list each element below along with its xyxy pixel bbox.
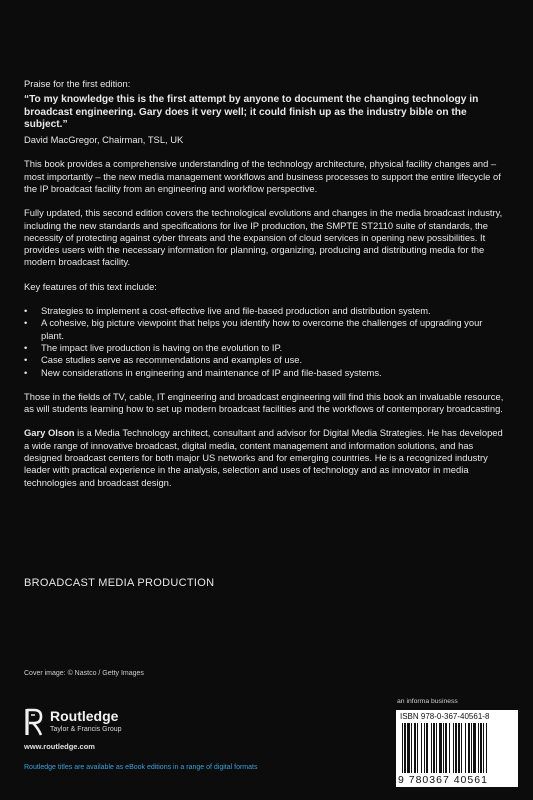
informa-tagline: an informa business	[397, 698, 458, 705]
list-item: • Case studies serve as recommendations and examples of use.	[24, 354, 303, 366]
features-heading: Key features of this text include:	[24, 280, 157, 292]
routledge-r-logo-icon	[24, 706, 44, 738]
list-item: • A cohesive, big picture viewpoint that helps you identify how to overcome the challenges of upgrading your plant.	[24, 317, 483, 341]
bullet-icon: •	[24, 366, 28, 378]
bullet-icon: •	[24, 305, 28, 317]
bullet-icon: •	[24, 354, 28, 366]
isbn-label: ISBN 978-0-367-40561-8	[400, 712, 490, 721]
description-paragraph-1: This book provides a comprehensive understanding of the technology architecture, physical facility changes and – most importantly – the new media management workflows and business processes to support the entire lifecycle of the IP broadcast facility from an engineering and workflow perspective.	[24, 158, 501, 194]
publisher-website[interactable]: www.routledge.com	[24, 742, 95, 751]
subject-category: BROADCAST MEDIA PRODUCTION	[24, 577, 215, 589]
praise-quote: “To my knowledge this is the first attempt by anyone to document the changing technology in broadcast engineering. Gary does it very well; it could finish up as the industry bible on the subject.”	[24, 94, 479, 131]
audience-paragraph: Those in the fields of TV, cable, IT engineering and broadcast engineering will find this book an invaluable resource, as will students learning how to set up modern broadcast facilities and the workflows of contemporary broadcasting.	[24, 390, 504, 415]
author-name: Gary Olson	[24, 427, 75, 439]
author-bio	[24, 427, 504, 488]
publisher-name: Routledge	[50, 708, 119, 724]
barcode-icon	[401, 723, 513, 773]
barcode-number: 9 780367 40561	[398, 774, 488, 786]
ebook-note: Routledge titles are available as eBook editions in a range of digital formats	[24, 764, 258, 771]
description-paragraph-2: Fully updated, this second edition covers the technological evolutions and changes in the media broadcast industry, including the new standards and specifications for live IP production, the SMPTE ST2110 suite of standards, the necessity of protecting against cyber threats and the expansion of cloud services in opening new possibilities. It provides users with the necessary information for planning, organizing, producing and distributing media for the modern broadcast facility.	[24, 207, 503, 268]
list-item: • Strategies to implement a cost-effective live and file-based production and distribution system.	[24, 305, 431, 317]
features-list	[24, 305, 504, 379]
bullet-icon: •	[24, 317, 28, 329]
cover-text	[24, 78, 504, 489]
list-item: • The impact live production is having on the evolution to IP.	[24, 341, 283, 353]
author-bio-text: is a Media Technology architect, consultant and advisor for Digital Media Strategies. He has developed a wide range of innovative broadcast, digital media, content management and information solutions, and has designed broadcast centers for both major US networks and for emerging countries. He is a recognized industry leader with practical experience in the analysis, selection and uses of technology and as innovator in media technologies and broadcast design.	[24, 427, 503, 488]
publisher-logo[interactable]	[24, 706, 164, 742]
isbn-barcode	[396, 710, 518, 787]
bullet-icon: •	[24, 341, 28, 353]
praise-heading: Praise for the first edition:	[24, 78, 131, 89]
cover-credit: Cover image: © Nastco / Getty Images	[24, 670, 144, 677]
list-item: • New considerations in engineering and maintenance of IP and file-based systems.	[24, 366, 382, 378]
publisher-group: Taylor & Francis Group	[50, 726, 122, 733]
praise-attribution: David MacGregor, Chairman, TSL, UK	[24, 134, 184, 146]
